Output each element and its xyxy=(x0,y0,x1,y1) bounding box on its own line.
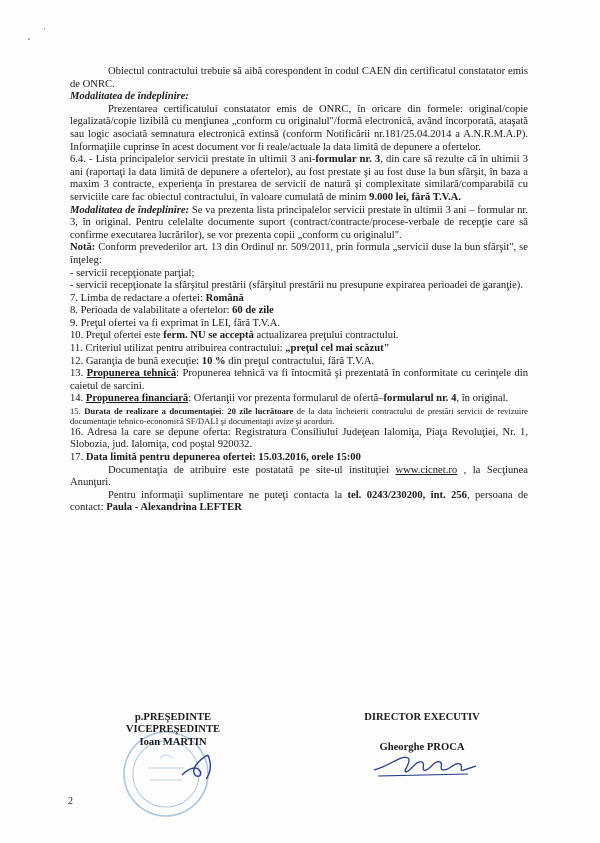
page-number: 2 xyxy=(68,796,73,807)
signature-left-icon xyxy=(178,745,224,785)
paragraph-nota: Notă: Conform prevederilor art. 13 din Ordinul nr. 509/2011, prin formula „servicii duse la bun sfârşit", se înţeleg: xyxy=(70,242,528,266)
item-11-criteriu: 11. Criteriul utilizat pentru atribuirea contractului: „preţul cel mai scăzut" xyxy=(70,343,390,355)
item-15-durata: 15. Durata de realizare a documentaţiei: 20 zile lucrătoare de la data încheierii contractului de prestări servicii de revizuire documentaţie tehnico-economică SF/DALI şi documentaţii avize şi acorduri. xyxy=(70,406,528,427)
item-9-pret-lei: 9. Preţul ofertei va fi exprimat în LEI, fără T.V.A. xyxy=(70,317,281,329)
paragraph-modalitate-2: Modalitatea de îndeplinire: Se va prezenta lista principalelor servicii prestate în ultimii 3 ani – formular nr. 3, în original. Pentru celelalte documente suport (contract/contracte/procese-verbale de recepţie care să confirme executarea lucrărilor), se vor prezenta copii „conform cu originalul". xyxy=(70,204,528,241)
signature-right-name: Gheorghe PROCA xyxy=(379,742,465,754)
item-12-garantie: 12. Garanţia de bună execuţie: 10 % din preţul contractului, fără T.V.A. xyxy=(70,355,375,367)
signature-block-left xyxy=(118,712,228,749)
signature-left-role: VICEPREŞEDINTE xyxy=(125,724,221,736)
scan-speck xyxy=(28,38,30,40)
signature-block-right xyxy=(352,712,492,755)
item-16-adresa: 16. Adresa la care se depune oferta: Registratura Consiliului Judeţean Ialomiţa, Piaţa Revoluţiei, Nr. 1, Slobozia, jud. Ialomiţa, cod poştal 920032. xyxy=(70,426,528,451)
paragraph-lista-servicii: 6.4. - Lista principalelor servicii prestate în ultimii 3 ani-formular nr. 3, din care să rezulte că în ultimii 3 ani (raportaţi la data limită de depunere a ofertelor), au fost prestate şi au fost duse la bun sfârşit, în baza a maxim 3 contracte, experienţa în prestarea de servicii de natură şi complexitate similară/comparabilă cu serviciile care fac obiectul contractului, în valoare cumulată de minim 9.000 lei, fără T.V.A. xyxy=(70,154,528,203)
site-link[interactable]: www.cicnet.ro xyxy=(395,464,458,476)
paragraph-certificat: Prezentarea certificatului constatator emis de ONRC, în oricare din formele: original/copie legalizată/copie lizibilă cu menţiunea „conform cu originalul"/formă electronică, având încorporată, ataşată sau logic asociată semnatura electronică extinsă (conform Notificării nr.181/25.04.2014 a A.N.R.M.A.P). Informaţiile cuprinse în acest document vor fi reale/actuale la data limită de depunere a ofertelor. xyxy=(70,103,528,153)
signature-left-name: Ioan MARTIN xyxy=(139,736,207,748)
scan-speck xyxy=(44,28,45,30)
item-14-propunere-financiara: 14. Propunerea financiară: Ofertanţii vor prezenta formularul de ofertă–formularul nr. 4, în original. xyxy=(70,393,509,405)
paragraph-documentatie-site: Documentaţia de atribuire este postatată pe site-ul instituţiei www.cicnet.ro , la Secţiunea Anunţuri. xyxy=(70,464,528,489)
item-17-data-limita: 17. Data limită pentru depunerea ofertei: 15.03.2016, orele 15:00 xyxy=(70,452,361,464)
signature-left-title: p.PREŞEDINTE xyxy=(134,712,212,723)
paragraph-caen: Obiectul contractului trebuie să aibă corespondent în codul CAEN din certificatul constatator emis de ONRC. xyxy=(70,66,528,90)
item-10-pret-ferm: 10. Preţul ofertei este ferm. NU se acceptă actualizarea preţului contractului. xyxy=(70,330,399,342)
paragraph-contact: Pentru informaţii suplimentare ne puteţi contacta la tel. 0243/230200, int. 256, persoana de contact: Paula - Alexandrina LEFTER xyxy=(70,489,529,514)
item-8-valabilitate: 8. Perioada de valabilitate a ofertelor: 60 de zile xyxy=(70,305,274,317)
document-body xyxy=(70,66,528,515)
heading-modalitate-1: Modalitatea de îndeplinire: xyxy=(70,91,189,103)
list-item-partial: - servicii recepţionate parţial; xyxy=(70,267,195,279)
signature-right-title: DIRECTOR EXECUTIV xyxy=(364,712,480,723)
item-7-limba: 7. Limba de redactare a ofertei: Română xyxy=(70,292,244,304)
list-item-final: - servicii recepţionate la sfârşitul prestării (sfârşitul prestării nu presupune expirarea perioadei de garanţie). xyxy=(70,280,523,292)
item-13-propunere-tehnica: 13. Propunerea tehnică: Propunerea tehnică va fi întocmită şi prezentată în conformitate cu cerinţele din caietul de sarcini. xyxy=(70,368,529,392)
